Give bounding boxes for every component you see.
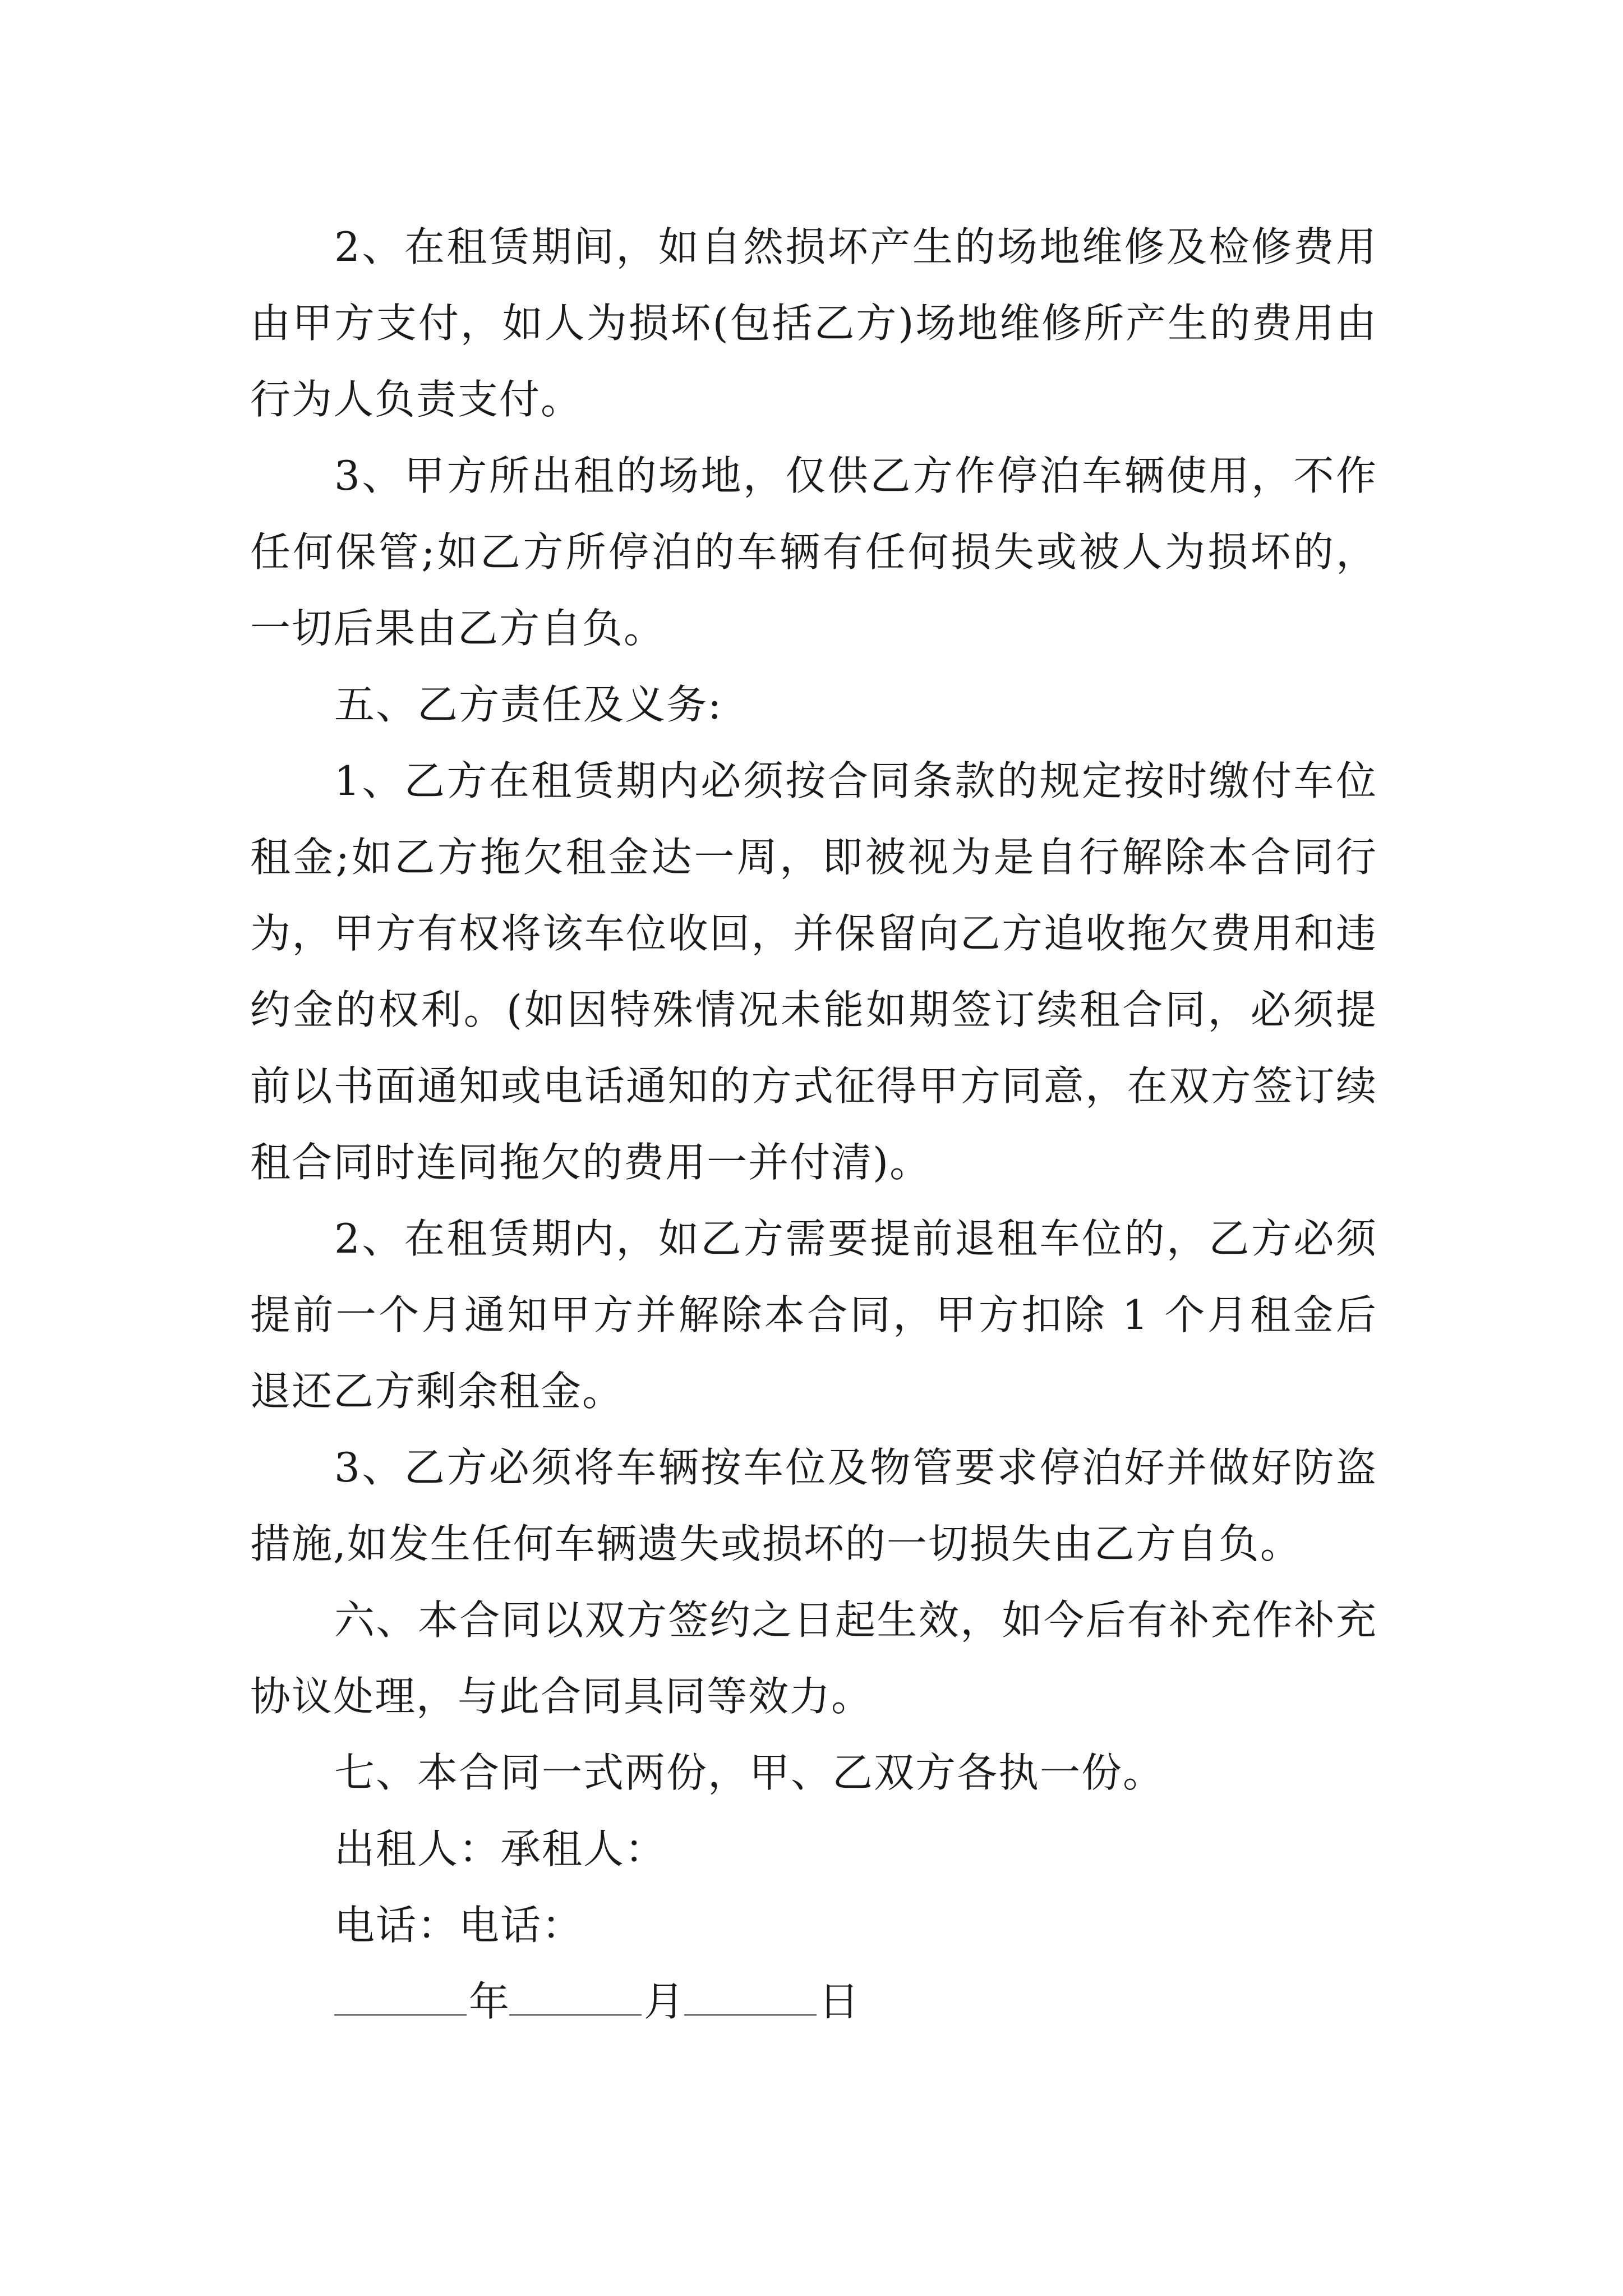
signature-parties: 出租人：承租人： — [334, 1825, 667, 1872]
clause-paragraph: 2、在租赁期内，如乙方需要提前退租车位的，乙方必须提前一个月通知甲方并解除本合同，甲方扣除 1 个月租金后退还乙方剩余租金。 — [250, 1215, 1377, 1415]
clause-paragraph: 3、甲方所出租的场地，仅供乙方作停泊车辆使用，不作任何保管;如乙方所停泊的车辆有任何损失或被人为损坏的，一切后果由乙方自负。 — [250, 452, 1377, 652]
clause-paragraph: 七、本合同一式两份，甲、乙双方各执一份。 — [334, 1749, 1165, 1796]
clause-paragraph: 3、乙方必须将车辆按车位及物管要求停泊好并做好防盗措施,如发生任何车辆遗失或损坏的一切损失由乙方自负。 — [250, 1444, 1377, 1567]
section-heading: 五、乙方责任及义务: — [334, 681, 723, 728]
month-label: 月 — [644, 1978, 685, 2025]
year-label: 年 — [469, 1978, 510, 2025]
day-label: 日 — [819, 1978, 860, 2025]
clause-paragraph: 1、乙方在租赁期内必须按合同条款的规定按时缴付车位租金;如乙方拖欠租金达一周，即被视为是自行解除本合同行为，甲方有权将该车位收回，并保留向乙方追收拖欠费用和违约金的权利。(如因特殊情况未能如期签订续租合同，必须提前以书面通知或电话通知的方式征得甲方同意，在双方签订续租合同时连同拖欠的费用一并付清)。 — [250, 757, 1377, 1186]
clause-paragraph: 2、在租赁期间，如自然损坏产生的场地维修及检修费用由甲方支付，如人为损坏(包括乙方)场地维修所产生的费用由行为人负责支付。 — [250, 223, 1377, 423]
clause-paragraph: 六、本合同以双方签约之日起生效，如今后有补充作补充协议处理，与此合同具同等效力。 — [250, 1596, 1377, 1720]
date-line — [250, 1963, 1377, 2040]
year-blank — [334, 1977, 467, 2016]
day-blank — [684, 1977, 817, 2016]
document-page — [250, 209, 1377, 2040]
signature-phones: 电话：电话： — [334, 1902, 584, 1949]
month-blank — [509, 1977, 642, 2016]
